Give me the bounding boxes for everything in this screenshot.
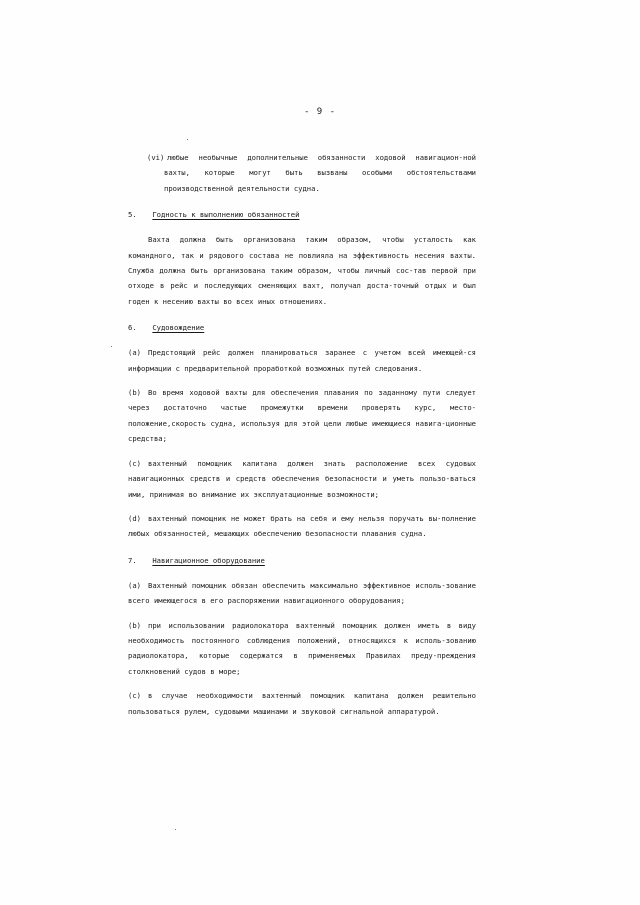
- item-label: (b): [128, 388, 141, 398]
- item-text: Во время ходовой вахты для обеспечения плавания по заданному пути следует через достаточно частые промежутки времени проверять курс, место-положение,скорость судна, используя для этой цели любые имеющиеся навига-ционные средства;: [128, 388, 476, 444]
- list-item: [128, 456, 476, 502]
- list-item-vi: [128, 150, 476, 196]
- scan-speck: [111, 346, 112, 347]
- item-label: (vi): [147, 153, 165, 162]
- item-label: (d): [128, 513, 141, 523]
- section-heading-6: [128, 321, 476, 335]
- item-label: (c): [128, 691, 141, 701]
- list-item: [128, 345, 476, 376]
- item-text: в случае необходимости вахтенный помощник капитана должен решительно пользоваться рулем, судовыми машинами и звуковой сигнальной аппаратурой.: [128, 691, 476, 716]
- item-text: при использовании радиолокатора вахтенный помощник должен иметь в виду необходимость постоянного соблюдения положений, относящихся к исполь-зованию радиолокатора, которые содержатся в применяемых Правилах преду-преждения столкновений судов в море;: [128, 620, 476, 676]
- item-label: (a): [128, 348, 141, 358]
- item-label: (b): [128, 620, 141, 630]
- item-text: вахтенный помощник капитана должен знать расположение всех судовых навигационных средств и средств обеспечения безопасности и уметь пользо-ваться ими, принимая во внимание их эксплуатационные возможности;: [128, 458, 476, 499]
- item-label: (c): [128, 458, 141, 468]
- section-title: Судовождение: [152, 323, 205, 333]
- paragraph: Вахта должна быть организована таким образом, чтобы усталость как командного, так и рядового состава не повлияла на эффективность несения вахты. Служба должна быть организована таким образом, чтобы личный сос-тав первой при отходе в рейс и последующих сменяющих вахт, получал доста-точный отдых и был годен к несению вахты во всех иных отношениях.: [128, 235, 476, 306]
- section-number: 6.: [128, 323, 137, 333]
- item-text: Предстоящий рейс должен планироваться заранее с учетом всей имеющей-ся информации с предварительной проработкой возможных путей следования.: [128, 348, 476, 373]
- list-item: [128, 618, 476, 680]
- list-item: [128, 688, 476, 719]
- document-body: [128, 150, 476, 719]
- section-number: 5.: [128, 210, 137, 220]
- item-text: вахтенный помощник не может брать на себя и ему нельзя поручать вы-полнение любых обязанностей, мешающих обеспечению безопасности плавания судна.: [128, 513, 476, 539]
- item-text: любые необычные дополнительные обязанности ходовой навигацион-ной вахты, которые могут быть вызваны особыми обстоятельствами производственной деятельности судна.: [164, 153, 476, 193]
- section-title: Годность к выполнению обязанностей: [152, 210, 300, 220]
- list-item: [128, 511, 476, 542]
- item-label: (a): [128, 580, 141, 590]
- scan-speck: [175, 829, 176, 830]
- section-title: Навигационное оборудование: [152, 555, 265, 565]
- item-text: Вахтенный помощник обязан обеспечить максимально эффективное исполь-зование всего имеющегося в его распоряжении навигационного оборудования;: [128, 580, 476, 606]
- section-number: 7.: [128, 555, 137, 565]
- page-number: - 9 -: [303, 107, 337, 117]
- section-heading-7: [128, 554, 476, 568]
- list-item: [128, 385, 476, 447]
- scan-speck: [187, 139, 188, 140]
- list-item: [128, 578, 476, 609]
- section-heading-5: [128, 208, 476, 222]
